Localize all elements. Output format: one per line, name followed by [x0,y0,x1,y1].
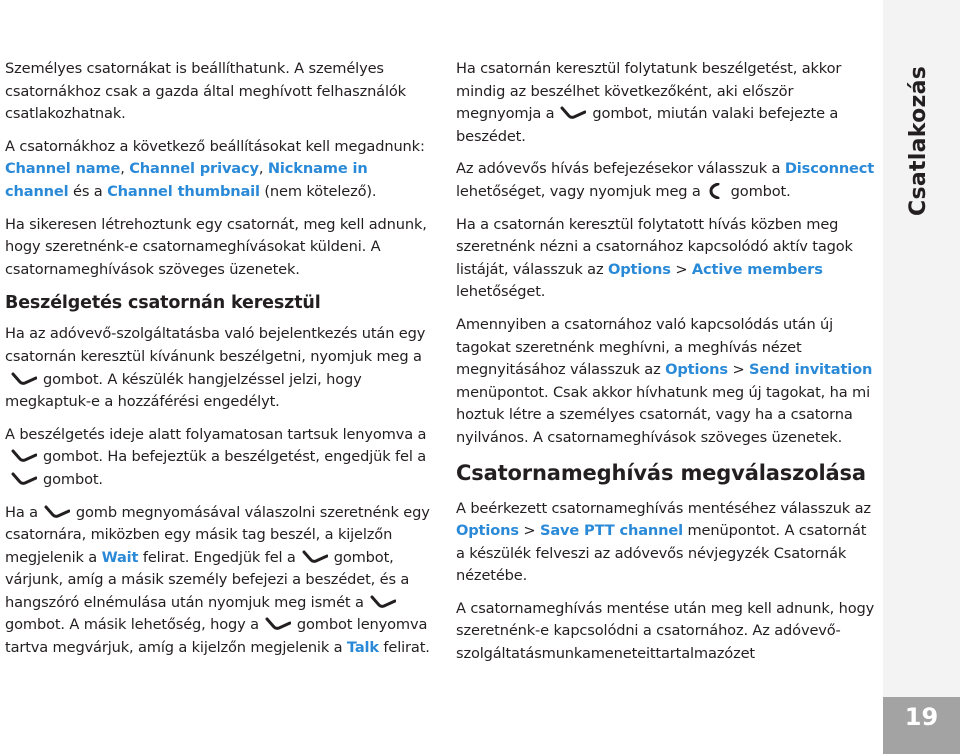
text: Amennyiben a csatornához való kapcsolódás után új tagokat szeretnénk meghívni, a meghívás nézet megnyitásához válasszuk az [456,315,834,379]
paragraph: Ha sikeresen létrehoztunk egy csatornát, meg kell adnunk, hogy szeretnénk-e csatornameghívásokat küldeni. A csatornameghívások szöveges üzenetek. [5,215,427,278]
ptt-key-icon [302,549,328,563]
section-title: Csatlakozás [906,65,931,216]
text: Ha csatornán keresztül folytatunk beszélgetést, akkor mindig az beszélhet következőként, aki először megnyomja a [456,60,842,123]
text: gombot. Ha befejeztük a beszélgetést, engedjük fel a [43,448,427,466]
highlight: Channel thumbnail [107,182,260,200]
text: A csatornákhoz a következő beállításokat kell megadnunk: [5,137,425,155]
highlight: Nickname in channel [5,160,368,200]
text: (nem kötelező). [259,182,377,200]
text: menüpontot. A csatornát a készülék felveszi az adóvevős névjegyzék Csatornák nézetébe. [456,522,867,585]
text: A beszélgetés ideje alatt folyamatosan tartsuk lenyomva a [5,425,427,443]
end-key-icon [707,183,725,197]
text: gombot, miután valaki befejezte a beszédet. [456,105,839,145]
text: > [727,361,750,379]
highlight: Channel name [5,160,121,178]
text: menüpontot. Csak akkor hívhatunk meg új tagokat, ha mi hoztuk létre a személyes csatornát, vagy ha a csatorna nyilvános. A csatornameghívások szöveges üzenetek. [456,383,870,446]
right-column [456,58,876,676]
paragraph [456,314,876,450]
highlight: Options [665,361,728,379]
text: gombot. A másik lehetőség, hogy a [5,616,259,634]
text: gomb megnyomásával válaszolni szeretnénk egy csatornára, miközben egy másik tag beszél, a kijelzőn megjelenik a [5,503,430,566]
ptt-key-icon [560,105,586,119]
ptt-key-icon [265,616,291,630]
highlight: Options [456,522,519,540]
text: gombot, várjunk, amíg a másik személy befejezi a beszédet, és a hangszóró elnémulása után nyomjuk meg ismét a [5,548,410,611]
paragraph: A csatornameghívás mentése után meg kell adnunk, hogy szeretnénk-e kapcsolódni a csatornához. Az adóvevő-szolgáltatásmunkameneteittartalmazózet [456,599,875,663]
text: Ha a csatornán keresztül folytatott hívás közben meg szeretnénk nézni a csatornához kapcsolódó aktív tagok listáját, válasszuk az [456,215,853,278]
section-heading: Csatornameghívás megválaszolása [456,460,866,485]
paragraph [456,214,876,304]
text: gombot. [43,470,103,488]
text: felirat. Engedjük fel a [138,548,296,566]
ptt-key-icon [11,371,37,385]
paragraph [456,498,876,588]
left-column [5,58,435,670]
text: > [518,522,540,540]
text: gombot. A készülék hangjelzéssel jelzi, hogy megkaptuk-e a hozzáférési engedélyt. [5,370,362,411]
paragraph [5,323,435,413]
paragraph: Személyes csatornákat is beállíthatunk. A személyes csatornákhoz csak a gazda által meghívott felhasználók csatlakozhatnak. [5,60,406,123]
ptt-key-icon [370,594,396,608]
text: lehetőséget, vagy nyomjuk meg a [456,182,701,200]
text: gombot. [730,182,791,200]
ptt-key-icon [11,471,37,485]
ptt-key-icon [11,448,37,462]
text: és a [68,182,108,200]
section-heading: Beszélgetés csatornán keresztül [5,293,321,314]
text: , [120,160,130,178]
paragraph [456,158,876,203]
highlight: Send invitation [749,361,873,379]
paragraph [456,58,876,148]
highlight: Channel privacy [129,160,259,178]
highlight: Disconnect [784,160,875,178]
text: Az adóvevős hívás befejezésekor válasszuk a [456,160,785,178]
ptt-key-icon [44,504,70,518]
highlight: Save PTT channel [539,522,683,540]
highlight: Wait [101,548,139,566]
paragraph [5,424,435,492]
text: gombot lenyomva tartva megvárjuk, amíg a kijelzőn megjelenik a [5,616,428,657]
text: > [670,260,692,278]
paragraph [5,502,435,660]
text: Ha az adóvevő-szolgáltatásba való bejelentkezés után egy csatornán keresztül kívánunk beszélgetni, nyomjuk meg a [5,325,426,365]
highlight: Active members [691,260,823,278]
page-number: 19 [904,703,939,731]
text: , [258,160,268,178]
text: Ha a [5,503,38,521]
highlight: Talk [346,639,379,657]
text: felirat. [378,639,430,657]
text: lehetőséget. [456,283,546,301]
paragraph [5,136,435,204]
text: A beérkezett csatornameghívás mentéséhez válasszuk az [456,499,871,517]
highlight: Options [607,260,671,278]
